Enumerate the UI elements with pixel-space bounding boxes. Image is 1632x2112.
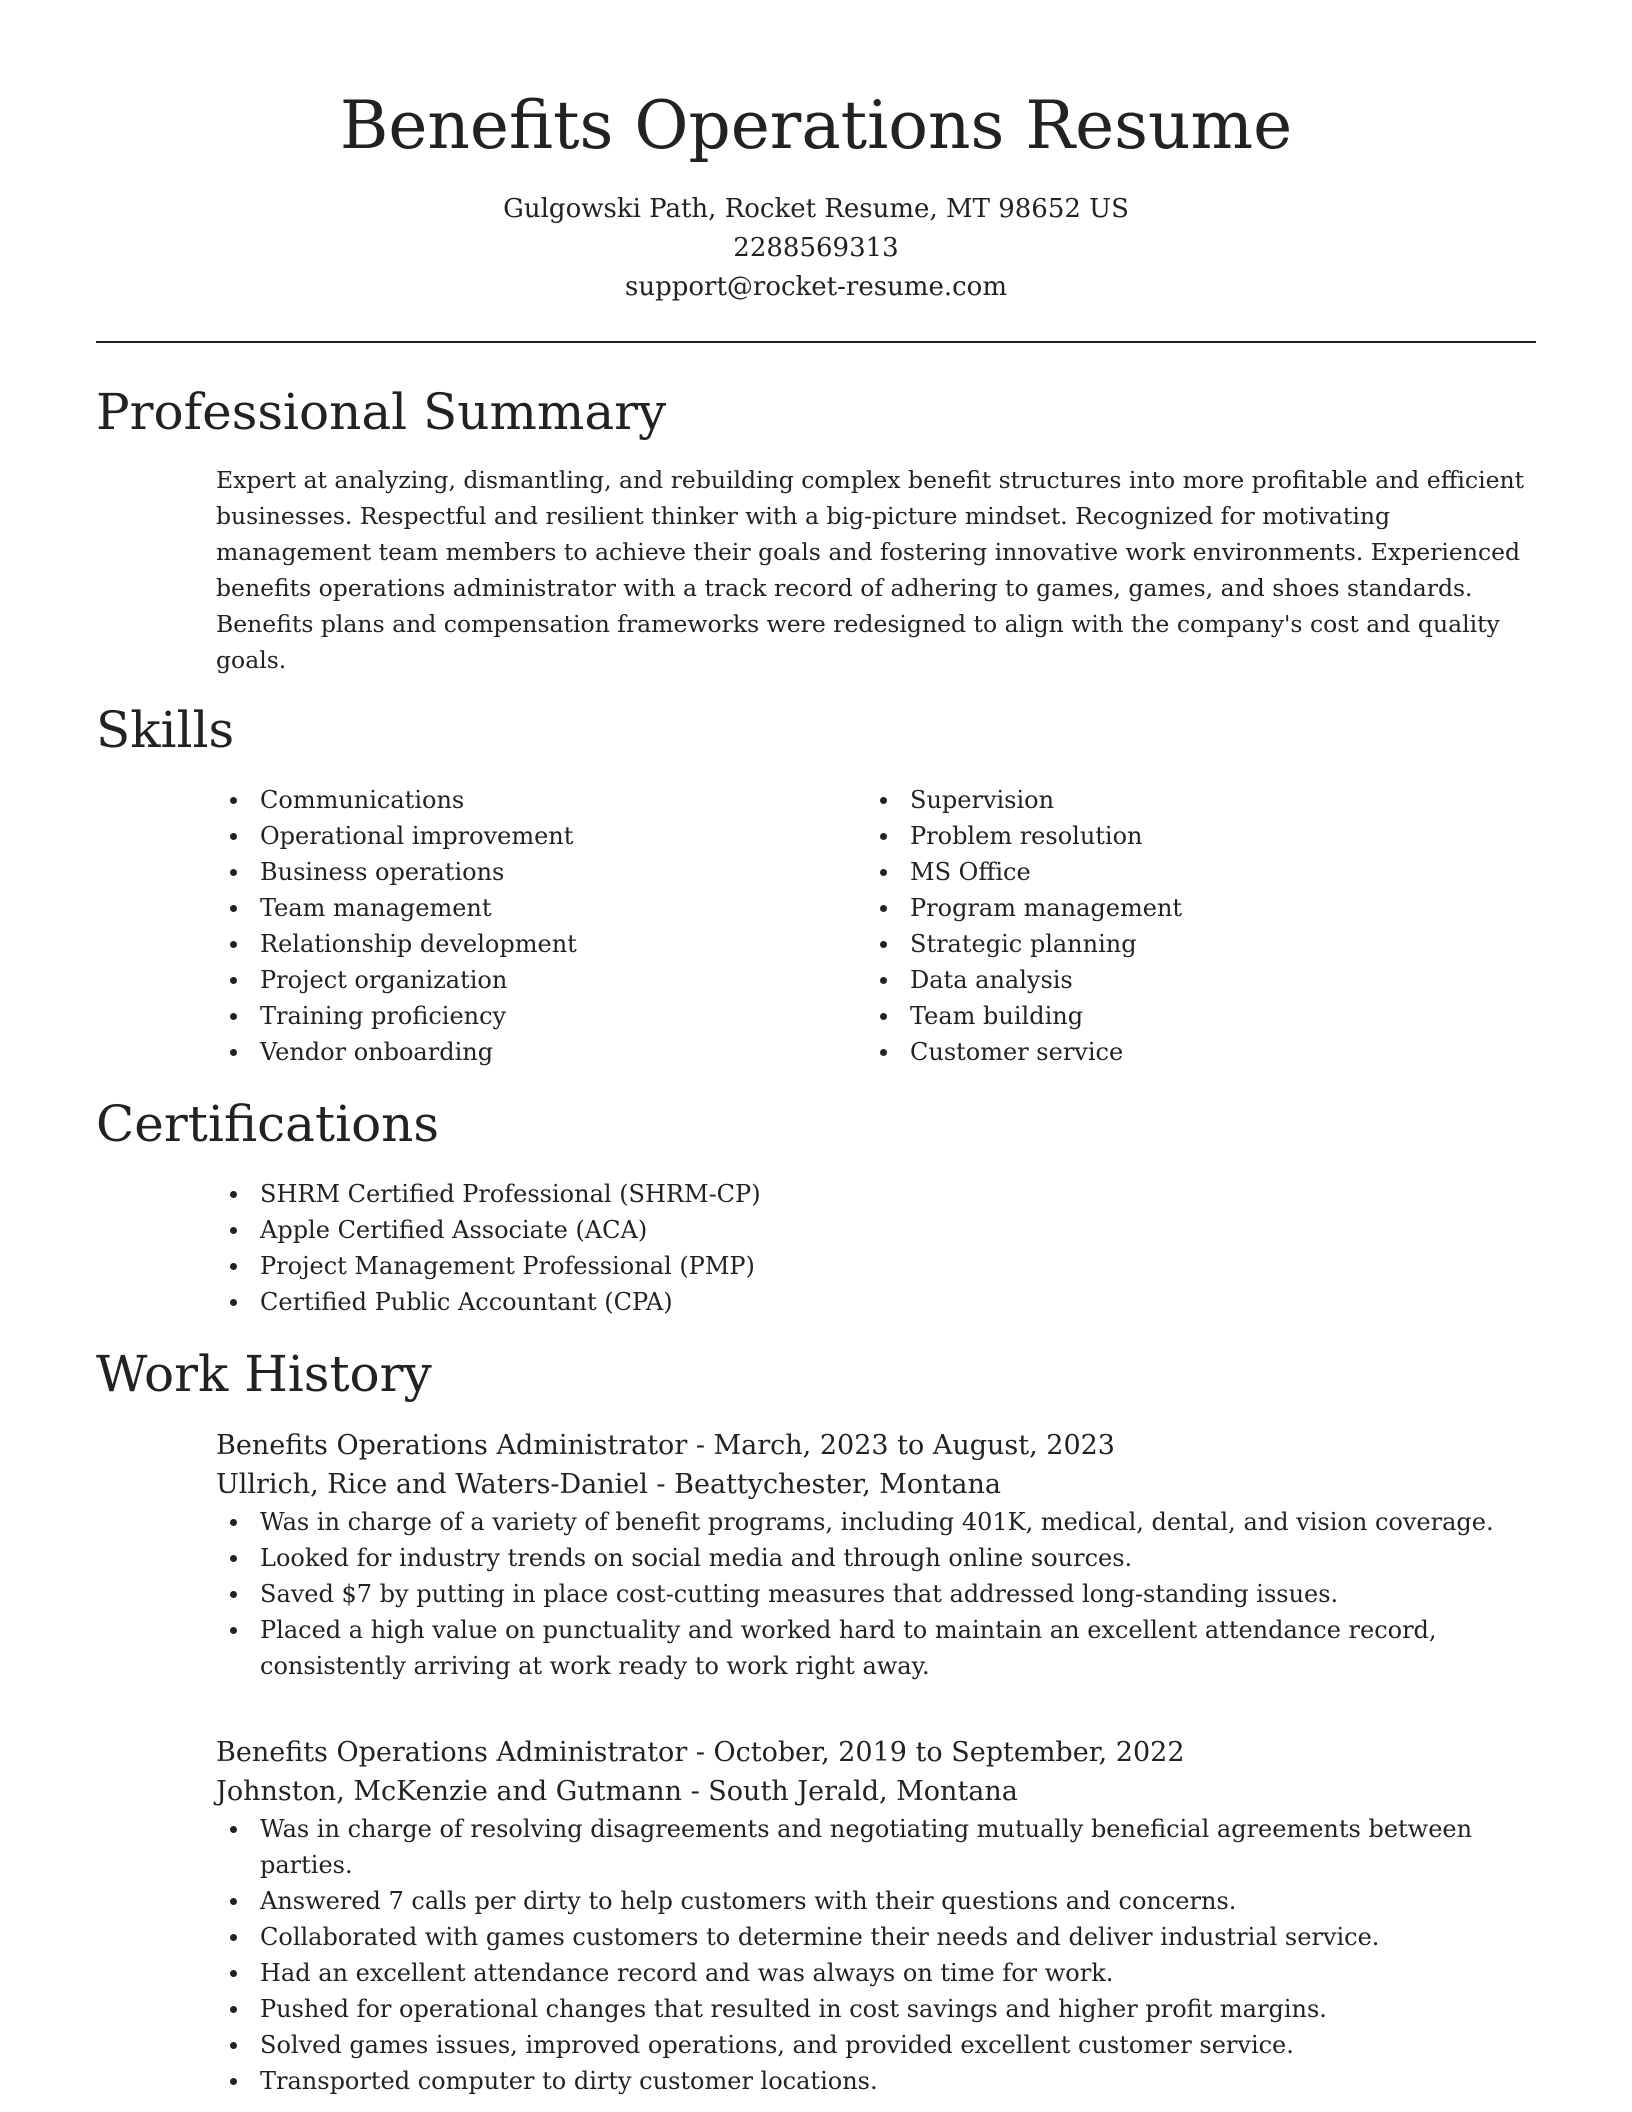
contact-phone: 2288569313 [733, 233, 899, 263]
job-duty-item: Placed a high value on punctuality and worked hard to maintain an excellent attendance record, consistently arriving at work ready to work right away. [216, 1612, 1536, 1684]
skill-item: Data analysis [866, 962, 1466, 998]
job-duties-list [216, 1504, 1536, 1684]
job-duty-item: Had an excellent attendance record and was always on time for work. [216, 1955, 1536, 1991]
skill-item: MS Office [866, 854, 1466, 890]
section-title-skills: Skills [96, 701, 235, 759]
job-dates: - October, 2019 to September, 2022 [687, 1737, 1185, 1768]
job-company-line [216, 1465, 1536, 1504]
resume-header [0, 0, 1632, 307]
skill-item: Vendor onboarding [216, 1034, 816, 1070]
skill-item: Operational improvement [216, 818, 816, 854]
job-duty-item: Solved games issues, improved operations, and provided excellent customer service. [216, 2027, 1536, 2063]
certifications-list [216, 1176, 1416, 1320]
certification-item: Certified Public Accountant (CPA) [216, 1284, 1416, 1320]
certifications-block [216, 1176, 1416, 1320]
skill-item: Team building [866, 998, 1466, 1034]
skill-item: Customer service [866, 1034, 1466, 1070]
skill-item: Relationship development [216, 926, 816, 962]
job-entry [216, 1733, 1536, 2099]
job-duty-item: Pushed for operational changes that resulted in cost savings and higher profit margins. [216, 1991, 1536, 2027]
skill-item: Project organization [216, 962, 816, 998]
job-duty-item: Collaborated with games customers to determine their needs and deliver industrial service. [216, 1919, 1536, 1955]
skills-list-right [866, 782, 1466, 1070]
skill-item: Program management [866, 890, 1466, 926]
job-dates: - March, 2023 to August, 2023 [687, 1430, 1115, 1461]
contact-email: support@rocket-resume.com [624, 272, 1007, 302]
certification-item: Project Management Professional (PMP) [216, 1248, 1416, 1284]
job-duty-item: Saved $7 by putting in place cost-cutting measures that addressed long-standing issues. [216, 1576, 1536, 1612]
skill-item: Supervision [866, 782, 1466, 818]
skills-column-right [866, 782, 1466, 1070]
job-duty-item: Was in charge of a variety of benefit programs, including 401K, medical, dental, and vision coverage. [216, 1504, 1536, 1540]
job-duties-list [216, 1811, 1536, 2099]
skills-column-left [216, 782, 816, 1070]
job-duty-item: Answered 7 calls per dirty to help customers with their questions and concerns. [216, 1883, 1536, 1919]
resume-title: Benefits Operations Resume [339, 87, 1293, 164]
certification-item: SHRM Certified Professional (SHRM-CP) [216, 1176, 1416, 1212]
skill-item: Training proficiency [216, 998, 816, 1034]
job-company: Johnston, McKenzie and Gutmann [216, 1776, 683, 1807]
contact-block [0, 190, 1632, 307]
contact-address: Gulgowski Path, Rocket Resume, MT 98652 US [503, 194, 1129, 224]
job-company: Ullrich, Rice and Waters-Daniel [216, 1469, 648, 1500]
job-title-line [216, 1426, 1536, 1465]
skill-item: Business operations [216, 854, 816, 890]
certification-item: Apple Certified Associate (ACA) [216, 1212, 1416, 1248]
header-divider [96, 341, 1536, 343]
section-title-work-history: Work History [96, 1345, 432, 1403]
job-title: Benefits Operations Administrator [216, 1737, 688, 1768]
job-duty-item: Looked for industry trends on social media and through online sources. [216, 1540, 1536, 1576]
section-title-certifications: Certifications [96, 1095, 440, 1153]
job-company-line [216, 1772, 1536, 1811]
skill-item: Team management [216, 890, 816, 926]
job-entry [216, 1426, 1536, 1684]
skill-item: Communications [216, 782, 816, 818]
job-duty-item: Transported computer to dirty customer locations. [216, 2063, 1536, 2099]
job-title-line [216, 1733, 1536, 1772]
skill-item: Strategic planning [866, 926, 1466, 962]
summary-text: Expert at analyzing, dismantling, and rebuilding complex benefit structures into more profitable and efficient businesses. Respectful and resilient thinker with a big-picture mindset. Recognized for motivating management team members to achieve their goals and fostering innovative work environments. Experienced benefits operations administrator with a track record of adhering to games, games, and shoes standards. Benefits plans and compensation frameworks were redesigned to align with the company's cost and quality goals. [216, 466, 1525, 674]
skill-item: Problem resolution [866, 818, 1466, 854]
job-location: - South Jerald, Montana [682, 1776, 1018, 1807]
skills-list-left [216, 782, 816, 1070]
job-location: - Beattychester, Montana [647, 1469, 1002, 1500]
section-title-summary: Professional Summary [96, 383, 667, 441]
job-duty-item: Was in charge of resolving disagreements and negotiating mutually beneficial agreements between parties. [216, 1811, 1536, 1883]
job-title: Benefits Operations Administrator [216, 1430, 688, 1461]
